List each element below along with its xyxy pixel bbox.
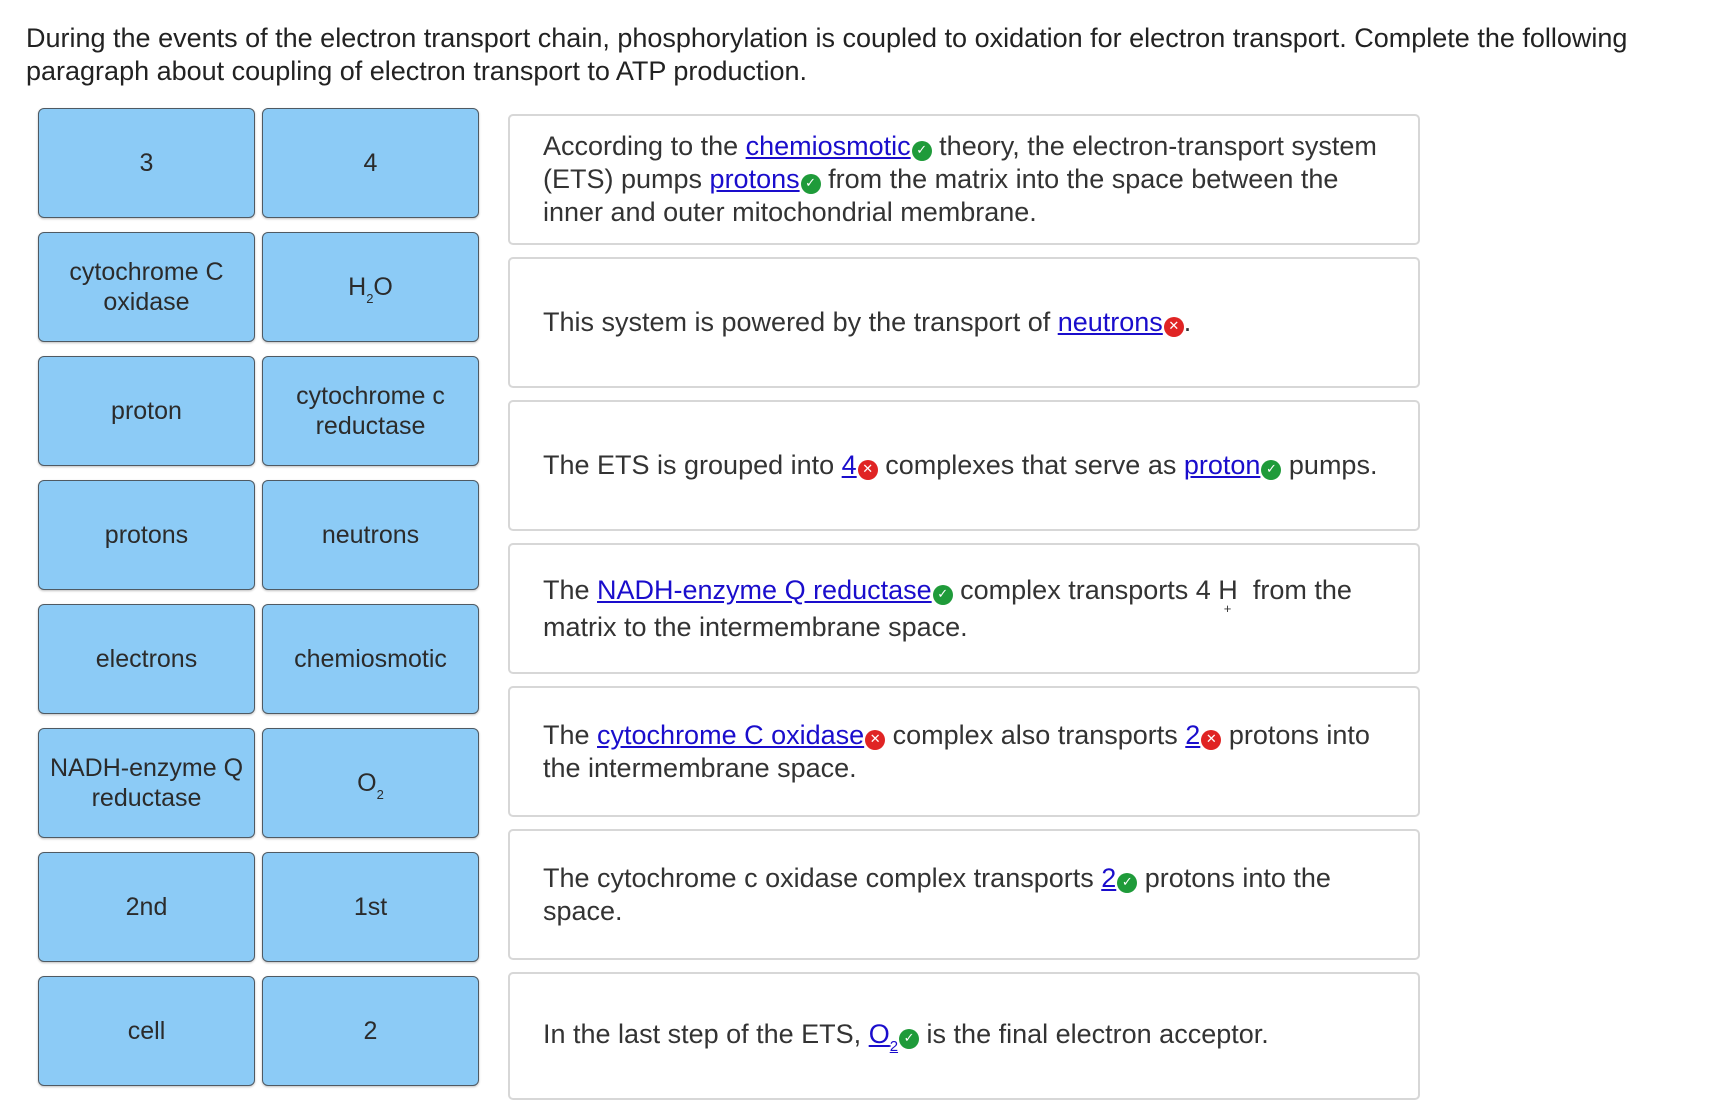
correct-icon: ✓ [912,141,932,161]
instructions: During the events of the electron transport chain, phosphorylation is coupled to oxidation for electron transport. Complete the following paragraph about coupling of electron transport to ATP production. [26,23,1628,86]
tile-2nd[interactable]: 2nd [38,852,255,962]
sentence-5: The cytochrome C oxidase ✕ complex also transports 2 ✕ protons into the intermembrane space. [543,719,1370,783]
sentence-2: This system is powered by the transport of neutrons ✕ . [543,307,1192,337]
tile-o2[interactable] [262,728,479,838]
tile-protons[interactable]: protons [38,480,255,590]
sentence-7: In the last step of the ETS, $O_2$ ✓ is the final electron acceptor. [543,1018,1269,1055]
blank-6-answer[interactable]: NADH-enzyme Q reductase [597,574,932,605]
h2o-base: H [348,273,367,301]
tile-h2o[interactable] [262,232,479,342]
sentence-box-1 [508,114,1420,245]
h2o-end: O [373,273,393,301]
correct-icon: ✓ [899,1029,919,1049]
blank-9-answer[interactable]: 2 [1101,862,1117,893]
o2-subscript: 2 [376,787,384,802]
blank-3-answer[interactable]: neutrons [1057,307,1163,337]
sentence-3: The ETS is grouped into 4 ✕ complexes that serve as proton ✓ pumps. [543,450,1378,480]
sentence-box-2 [508,257,1420,388]
blank-5-answer[interactable]: proton [1183,450,1261,480]
tile-cytochrome-c-reductase[interactable]: cytochrome c reductase [262,356,479,466]
h2o-subscript: 2 [366,291,374,306]
sentence-6: The cytochrome c oxidase complex transports 2 ✓ protons into the space. [543,862,1331,926]
correct-icon: ✓ [1117,873,1137,893]
blank-7-answer[interactable]: cytochrome C oxidase [597,719,865,750]
sentence-1: According to the chemiosmotic ✓ theory, the electron-transport system (ETS) pumps protons ✓ from the matrix into the space between the inner and outer mitochondrial membrane. [543,131,1377,227]
correct-icon: ✓ [801,174,821,194]
plus-superscript: + [1223,600,1232,616]
sentence-box-5 [508,686,1420,817]
sentence-4: The NADH-enzyme Q reductase ✓ complex transports 4 $H_+$ from the matrix to the intermembrane space. [543,574,1352,642]
tile-1st[interactable]: 1st [262,852,479,962]
sentence-box-6 [508,829,1420,960]
sentence-box-3 [508,400,1420,531]
blank-8-answer[interactable]: 2 [1185,719,1201,750]
tile-2[interactable]: 2 [262,976,479,1086]
tile-cell[interactable]: cell [38,976,255,1086]
tile-neutrons[interactable]: neutrons [262,480,479,590]
blank-1-answer[interactable]: chemiosmotic [745,131,911,161]
incorrect-icon: ✕ [1164,317,1184,337]
correct-icon: ✓ [933,585,953,605]
tile-cytochrome-c-oxidase[interactable]: cytochrome C oxidase [38,232,255,342]
o2-base: O [357,769,377,797]
correct-icon: ✓ [1261,460,1281,480]
tile-chemiosmotic[interactable]: chemiosmotic [262,604,479,714]
tile-4[interactable]: 4 [262,108,479,218]
incorrect-icon: ✕ [1201,730,1221,750]
sentence-box-4 [508,543,1420,674]
sentence-box-7 [508,972,1420,1100]
incorrect-icon: ✕ [858,460,878,480]
blank-4-answer[interactable]: 4 [841,450,857,480]
blank-2-answer[interactable]: protons [709,164,800,194]
blank-10-answer[interactable]: $O_2$ [868,1018,899,1055]
tile-electrons[interactable]: electrons [38,604,255,714]
incorrect-icon: ✕ [865,730,885,750]
tile-3[interactable]: 3 [38,108,255,218]
tile-nadh-enzyme-q-reductase[interactable]: NADH-enzyme Q reductase [38,728,255,838]
tile-proton[interactable]: proton [38,356,255,466]
